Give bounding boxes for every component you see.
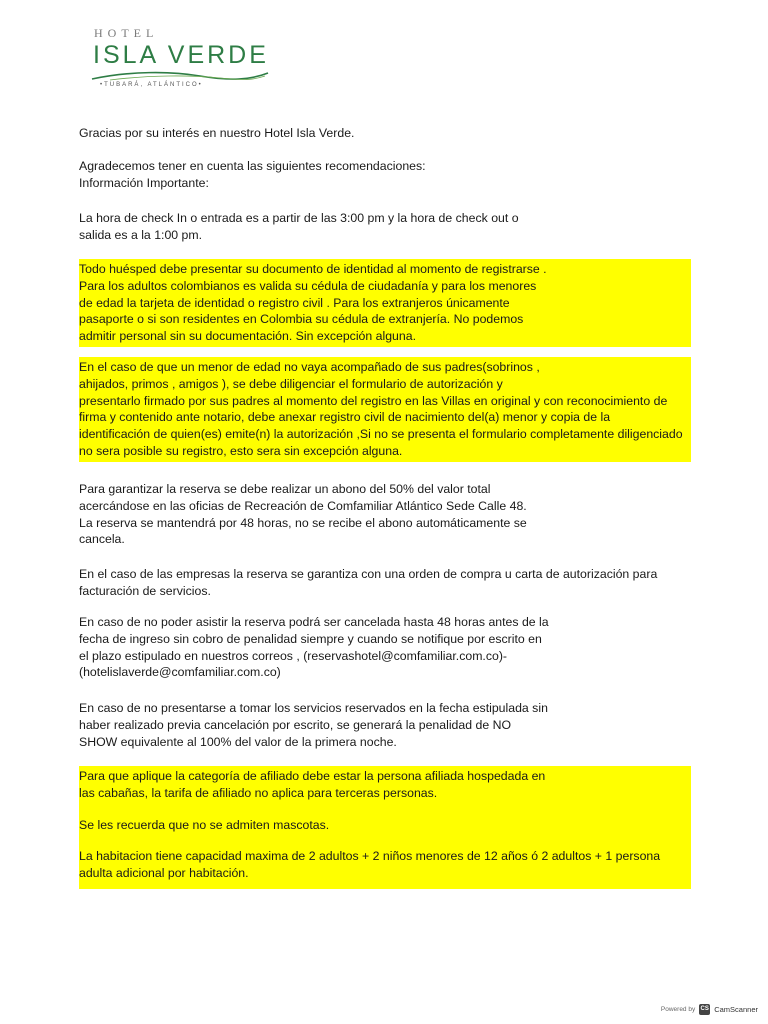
text-line: identificación de quien(es) emite(n) la autorización ,Si no se presenta el formulario completamente diligenciado	[79, 427, 683, 442]
text-line: admitir personal sin su documentación. Sin excepción alguna.	[79, 329, 416, 344]
hotel-logo	[80, 26, 280, 98]
affiliate-category-paragraph	[79, 768, 691, 802]
text-line: acercándose en las oficias de Recreación de Comfamiliar Atlántico Sede Calle 48.	[79, 498, 527, 513]
checkin-checkout-paragraph	[79, 210, 691, 244]
text-line: el plazo estipulado en nuestros correos , (reservashotel@comfamiliar.com.co)-	[79, 648, 508, 663]
text-line: facturación de servicios.	[79, 583, 211, 598]
text-line: Información Importante:	[79, 175, 209, 190]
pets-paragraph	[79, 817, 691, 834]
cancellation-paragraph	[79, 614, 691, 681]
room-capacity-paragraph	[79, 848, 691, 882]
text-line: cancela.	[79, 532, 125, 547]
text-line: fecha de ingreso sin cobro de penalidad siempre y cuando se notifique por escrito en	[79, 631, 542, 646]
text-line: En el caso de que un menor de edad no vaya acompañado de sus padres(sobrinos ,	[79, 360, 540, 374]
powered-by-label: Powered by	[660, 1006, 696, 1013]
text-line: Para que aplique la categoría de afiliado debe estar la persona afiliada hospedada en	[79, 769, 546, 783]
text-line: de edad la tarjeta de identidad o registro civil . Para los extranjeros únicamente	[79, 295, 510, 310]
text-line: Todo huésped debe presentar su documento de identidad al momento de registrarse .	[79, 262, 547, 276]
text-line: En el caso de las empresas la reserva se garantiza con una orden de compra u carta de autorización para	[79, 567, 658, 581]
text-line: (hotelislaverde@comfamiliar.com.co)	[79, 665, 281, 680]
text-line: En caso de no poder asistir la reserva podrá ser cancelada hasta 48 horas antes de la	[79, 615, 549, 629]
recommendations-intro	[79, 158, 691, 192]
logo-brand-name: ISLA VERDE	[93, 41, 269, 69]
text-line: La reserva se mantendrá por 48 horas, no se recibe el abono automáticamente se	[79, 515, 527, 530]
text-line: haber realizado previa cancelación por escrito, se generará la penalidad de NO	[79, 717, 512, 732]
reservation-deposit-paragraph	[79, 481, 691, 548]
text-line: no sera posible su registro, esto sera sin excepción alguna.	[79, 443, 403, 458]
text-line: SHOW equivalente al 100% del valor de la primera noche.	[79, 734, 397, 749]
no-show-paragraph	[79, 700, 691, 750]
minors-authorization-paragraph	[79, 357, 691, 462]
text-line: Se les recuerda que no se admiten mascotas.	[79, 817, 330, 832]
text-line: Gracias por su interés en nuestro Hotel Isla Verde.	[79, 126, 355, 140]
identity-document-paragraph	[79, 259, 691, 347]
text-line: Para garantizar la reserva se debe realizar un abono del 50% del valor total	[79, 482, 491, 496]
greeting-paragraph	[79, 125, 691, 142]
text-line: pasaporte o si son residentes en Colombia su cédula de extranjería. No podemos	[79, 312, 524, 327]
text-line: La habitacion tiene capacidad maxima de 2 adultos + 2 niños menores de 12 años ó 2 adultos + 1 persona	[79, 849, 661, 864]
logo-tagline: •TUBARÁ, ATLÁNTICO•	[100, 82, 203, 88]
text-line: ahijados, primos , amigos ), se debe diligenciar el formulario de autorización y	[79, 376, 503, 391]
camscanner-brand: CamScanner	[714, 1005, 758, 1014]
text-line: adulta adicional por habitación.	[79, 866, 249, 881]
text-line: Agradecemos tener en cuenta las siguientes recomendaciones:	[79, 159, 426, 173]
text-line: Para los adultos colombianos es valida su cédula de ciudadanía y para los menores	[79, 278, 537, 293]
text-line: presentarlo firmado por sus padres al momento del registro en las Villas en original y con reconocimiento de	[79, 393, 668, 408]
text-line: salida es a la 1:00 pm.	[79, 227, 203, 242]
text-line: La hora de check In o entrada es a partir de las 3:00 pm y la hora de check out o	[79, 211, 519, 225]
text-line: En caso de no presentarse a tomar los servicios reservados en la fecha estipulada sin	[79, 701, 548, 715]
text-line: las cabañas, la tarifa de afiliado no aplica para terceras personas.	[79, 785, 438, 800]
text-line: firma y contenido ante notario, debe anexar registro civil de nacimiento del(a) menor y copia de la	[79, 410, 611, 425]
logo-wave-icon	[90, 70, 270, 82]
logo-hotel-word: HOTEL	[94, 26, 159, 40]
camscanner-icon: CS	[699, 1004, 710, 1015]
camscanner-footer	[661, 1004, 758, 1015]
companies-reservation-paragraph	[79, 566, 691, 600]
affiliate-notes-block	[79, 766, 691, 889]
